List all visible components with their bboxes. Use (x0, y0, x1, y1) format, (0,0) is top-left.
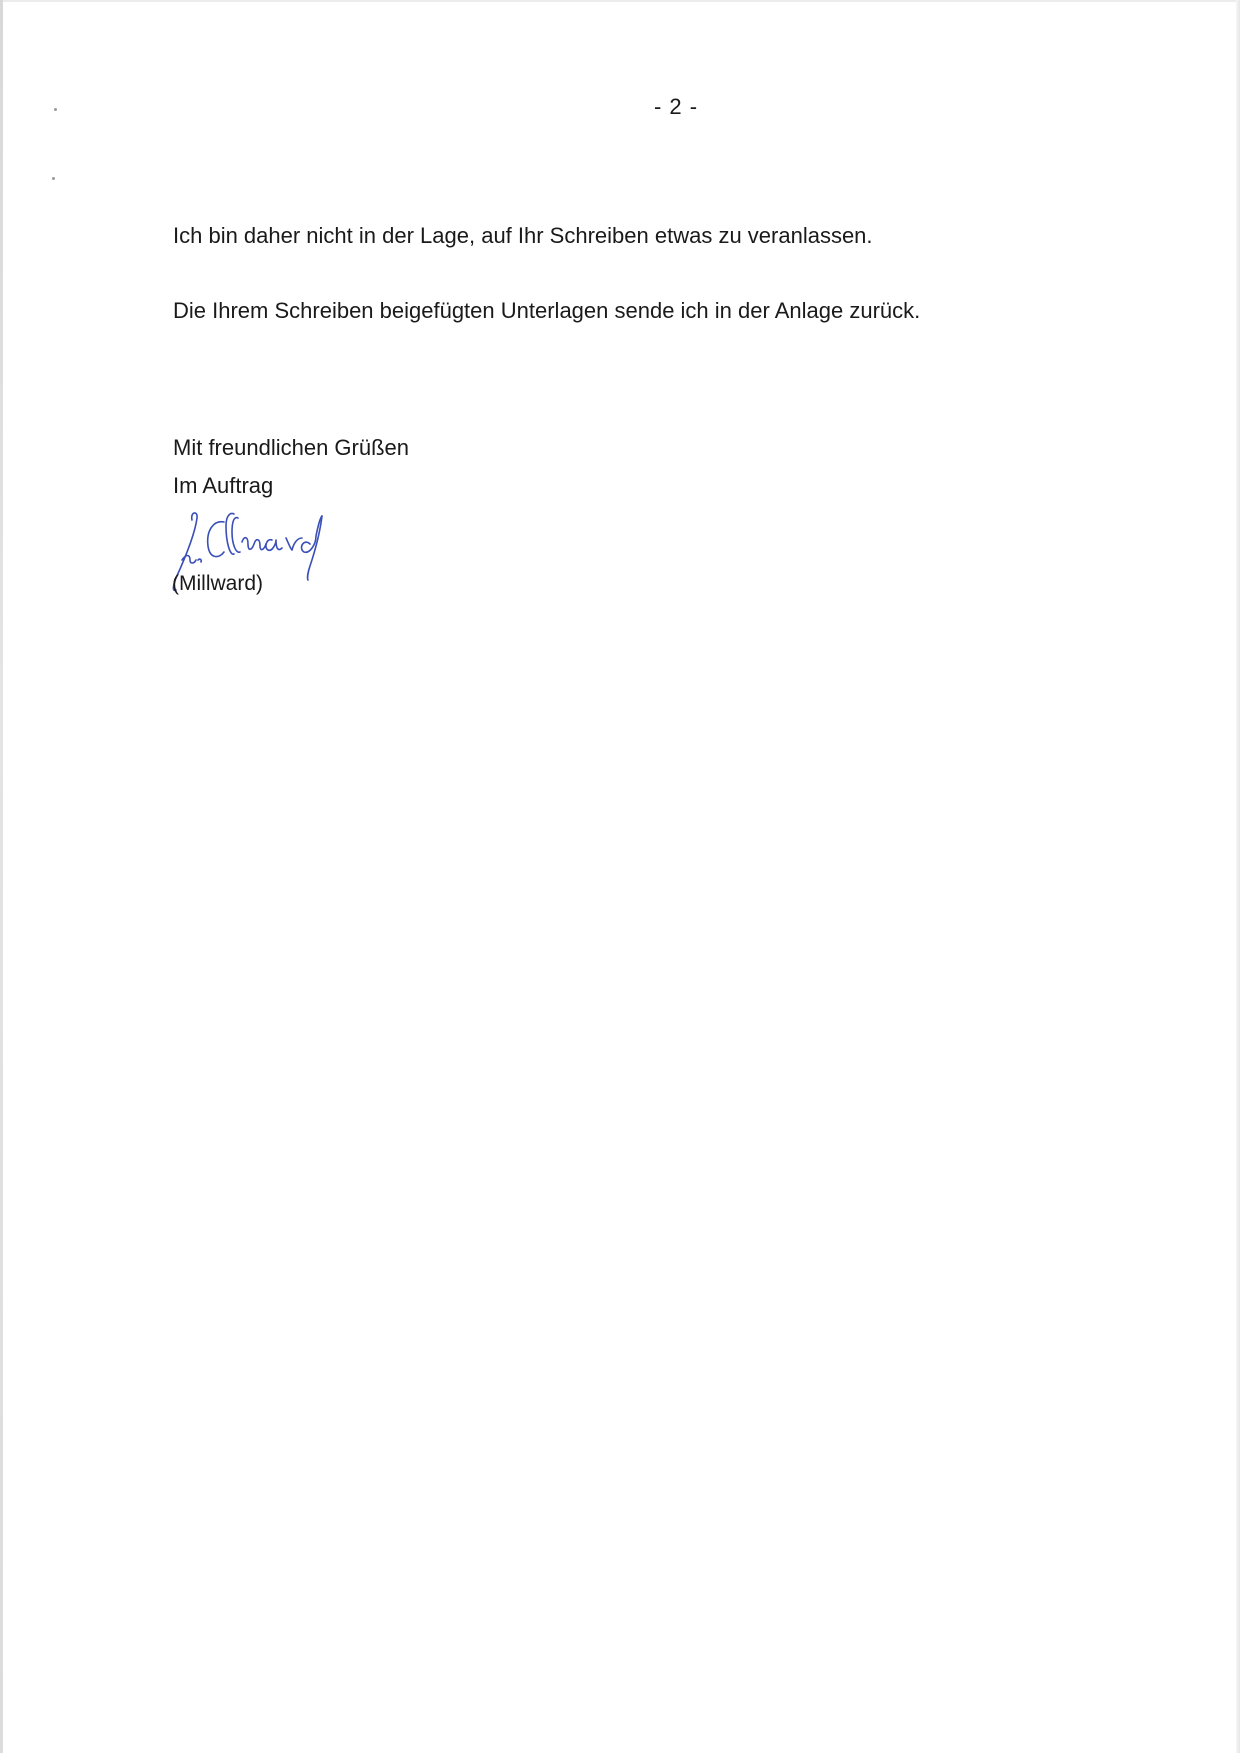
scan-edge-right (1236, 0, 1240, 1753)
scan-edge-top (0, 0, 1240, 2)
body-paragraph-1: Ich bin daher nicht in der Lage, auf Ihr Schreiben etwas zu veranlassen. (173, 223, 873, 248)
body-paragraph-2: Die Ihrem Schreiben beigefügten Unterlagen sende ich in der Anlage zurück. (173, 298, 921, 323)
scan-speck (52, 177, 55, 180)
signer-name: (Millward) (172, 572, 263, 595)
closing-salutation: Mit freundlichen Grüßen (173, 435, 409, 460)
scan-edge-left (0, 0, 3, 1753)
page-number: - 2 - (653, 94, 699, 119)
signature-capacity: Im Auftrag (173, 473, 274, 498)
